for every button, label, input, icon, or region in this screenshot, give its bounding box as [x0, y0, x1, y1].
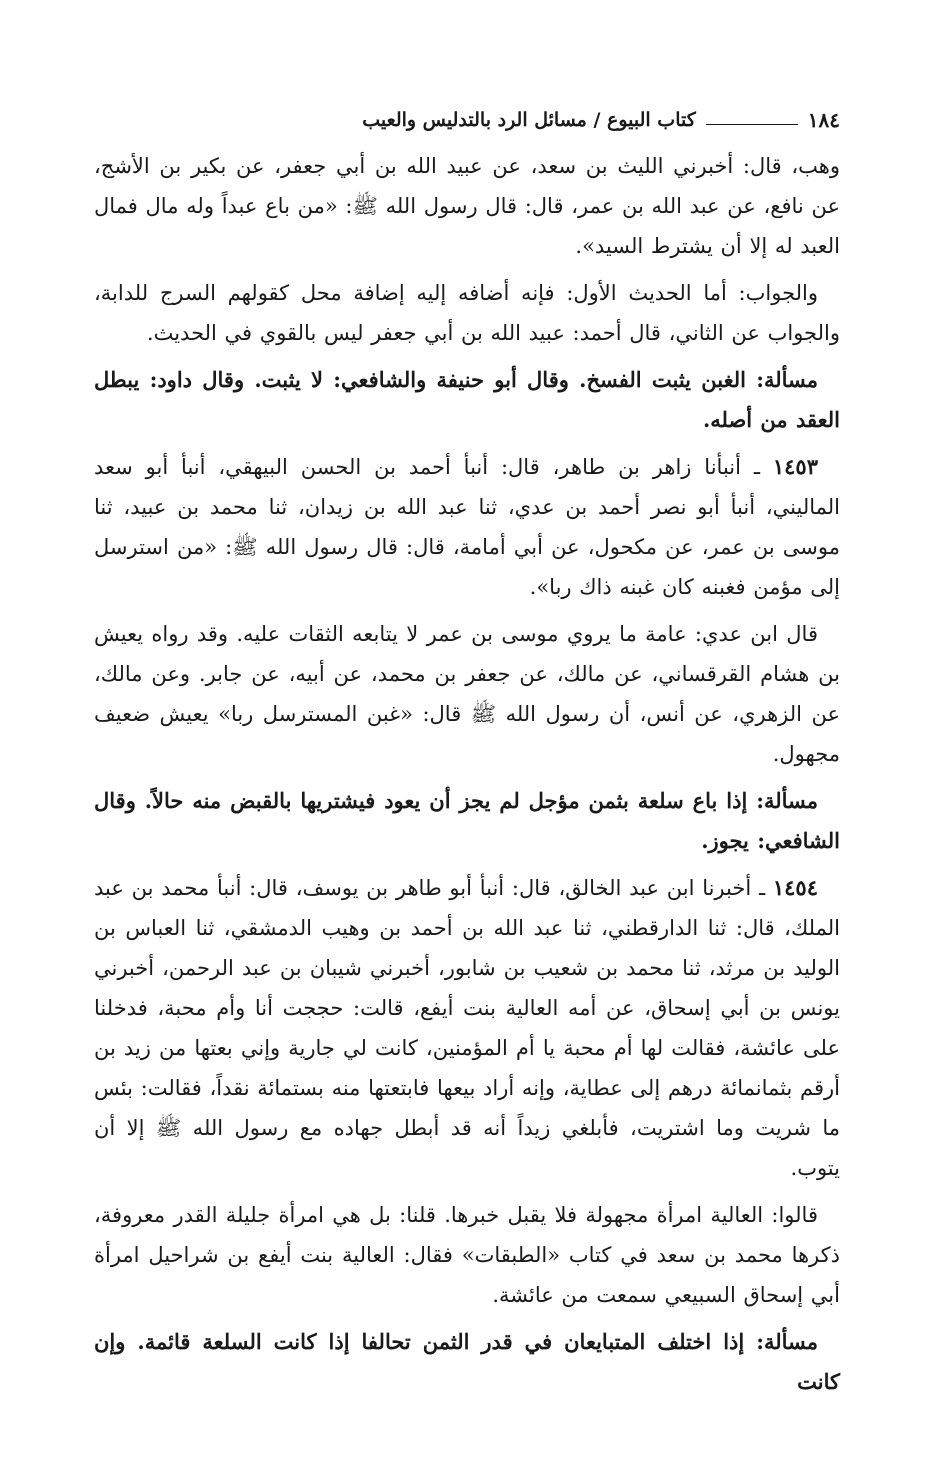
paragraph-ibn-adi-comment: قال ابن عدي: عامة ما يروي موسى بن عمر لا يتابعه الثقات عليه. وقد رواه يعيش بن هشام القرقساني، عن مالك، عن جعفر بن محمد، عن أبيه، عن جابر. وعن مالك، عن الزهري، عن أنس، أن رسول الله ﷺ قال: «غبن المسترسل ربا» يعيش ضعيف مجهول. — [94, 622, 840, 766]
hadith-text: ـ أنبأنا زاهر بن طاهر، قال: أنبأ أحمد بن الحسن البيهقي، أنبأ أبو سعد الماليني، أنبأ أبو نصر أحمد بن عدي، ثنا عبد الله بن زيدان، ثنا محمد بن عبيد، ثنا موسى بن عمر، عن مكحول، عن أبي أمامة، قال: قال رسول الله ﷺ: «من استرسل إلى مؤمن فغبنه كان غبنه ذاك ربا». — [94, 455, 840, 599]
paragraph-hadith-continuation: وهب، قال: أخبرني الليث بن سعد، عن عبيد الله بن أبي جعفر، عن بكير بن الأشج، عن نافع، عن عبد الله بن عمر، قال: قال رسول الله ﷺ: «من باع عبداً وله مال فمال العبد له إلا أن يشترط السيد». — [94, 154, 840, 258]
header-rule — [706, 124, 798, 125]
running-title: كتاب البيوع / مسائل الرد بالتدليس والعيب — [362, 109, 696, 131]
paragraph-issue-deferred-sale: مسألة: إذا باع سلعة بثمن مؤجل لم يجز أن يعود فيشتريها بالقبض منه حالاً. وقال الشافعي: يجوز. — [94, 788, 840, 853]
paragraph-issue-ghabn: مسألة: الغبن يثبت الفسخ. وقال أبو حنيفة والشافعي: لا يثبت. وقال داود: يبطل العقد من أصله. — [94, 367, 840, 432]
hadith-number: ١٤٥٣ — [772, 454, 818, 479]
paragraph-answer: والجواب: أما الحديث الأول: فإنه أضافه إليه إضافة محل كقولهم السرج للدابة، والجواب عن الثاني، قال أحمد: عبيد الله بن أبي جعفر ليس بالقوي في الحديث. — [94, 281, 840, 345]
page-header — [94, 100, 840, 140]
paragraph-objection-reply: قالوا: العالية امرأة مجهولة فلا يقبل خبرها. قلنا: بل هي امرأة جليلة القدر معروفة، ذكرها محمد بن سعد في كتاب «الطبقات» فقال: العالية بنت أيفع بن شراحيل امرأة أبي إسحاق السبيعي سمعت من عائشة. — [94, 1203, 840, 1307]
paragraph-hadith-1453 — [94, 447, 840, 607]
paragraph-hadith-1454 — [94, 868, 840, 1188]
paragraph-issue-price-dispute: مسألة: إذا اختلف المتبايعان في قدر الثمن تحالفا إذا كانت السلعة قائمة. وإن كانت — [94, 1329, 840, 1394]
book-page — [94, 100, 840, 1409]
page-number: ١٨٤ — [807, 108, 840, 132]
hadith-number: ١٤٥٤ — [772, 875, 818, 900]
hadith-text: ـ أخبرنا ابن عبد الخالق، قال: أنبأ أبو طاهر بن يوسف، قال: أنبأ محمد بن عبد الملك، قال: ثنا الدارقطني، ثنا عبد الله بن أحمد بن وهيب الدمشقي، ثنا العباس بن الوليد بن مرثد، ثنا محمد بن شعيب بن شابور، أخبرني شيبان بن عبد الرحمن، أخبرني يونس بن أبي إسحاق، عن أمه العالية بنت أيفع، قالت: حججت أنا وأم محبة، فدخلنا على عائشة، فقالت لها أم محبة يا أم المؤمنين، كانت لي جارية وإني بعتها من زيد بن أرقم بثمانمائة درهم إلى عطاية، وإنه أراد بيعها فابتعتها منه بستمائة نقداً، فقالت: بئس ما شريت وما اشتريت، فأبلغي زيداً أنه قد أبطل جهاده مع رسول الله ﷺ إلا أن يتوب. — [94, 876, 840, 1180]
